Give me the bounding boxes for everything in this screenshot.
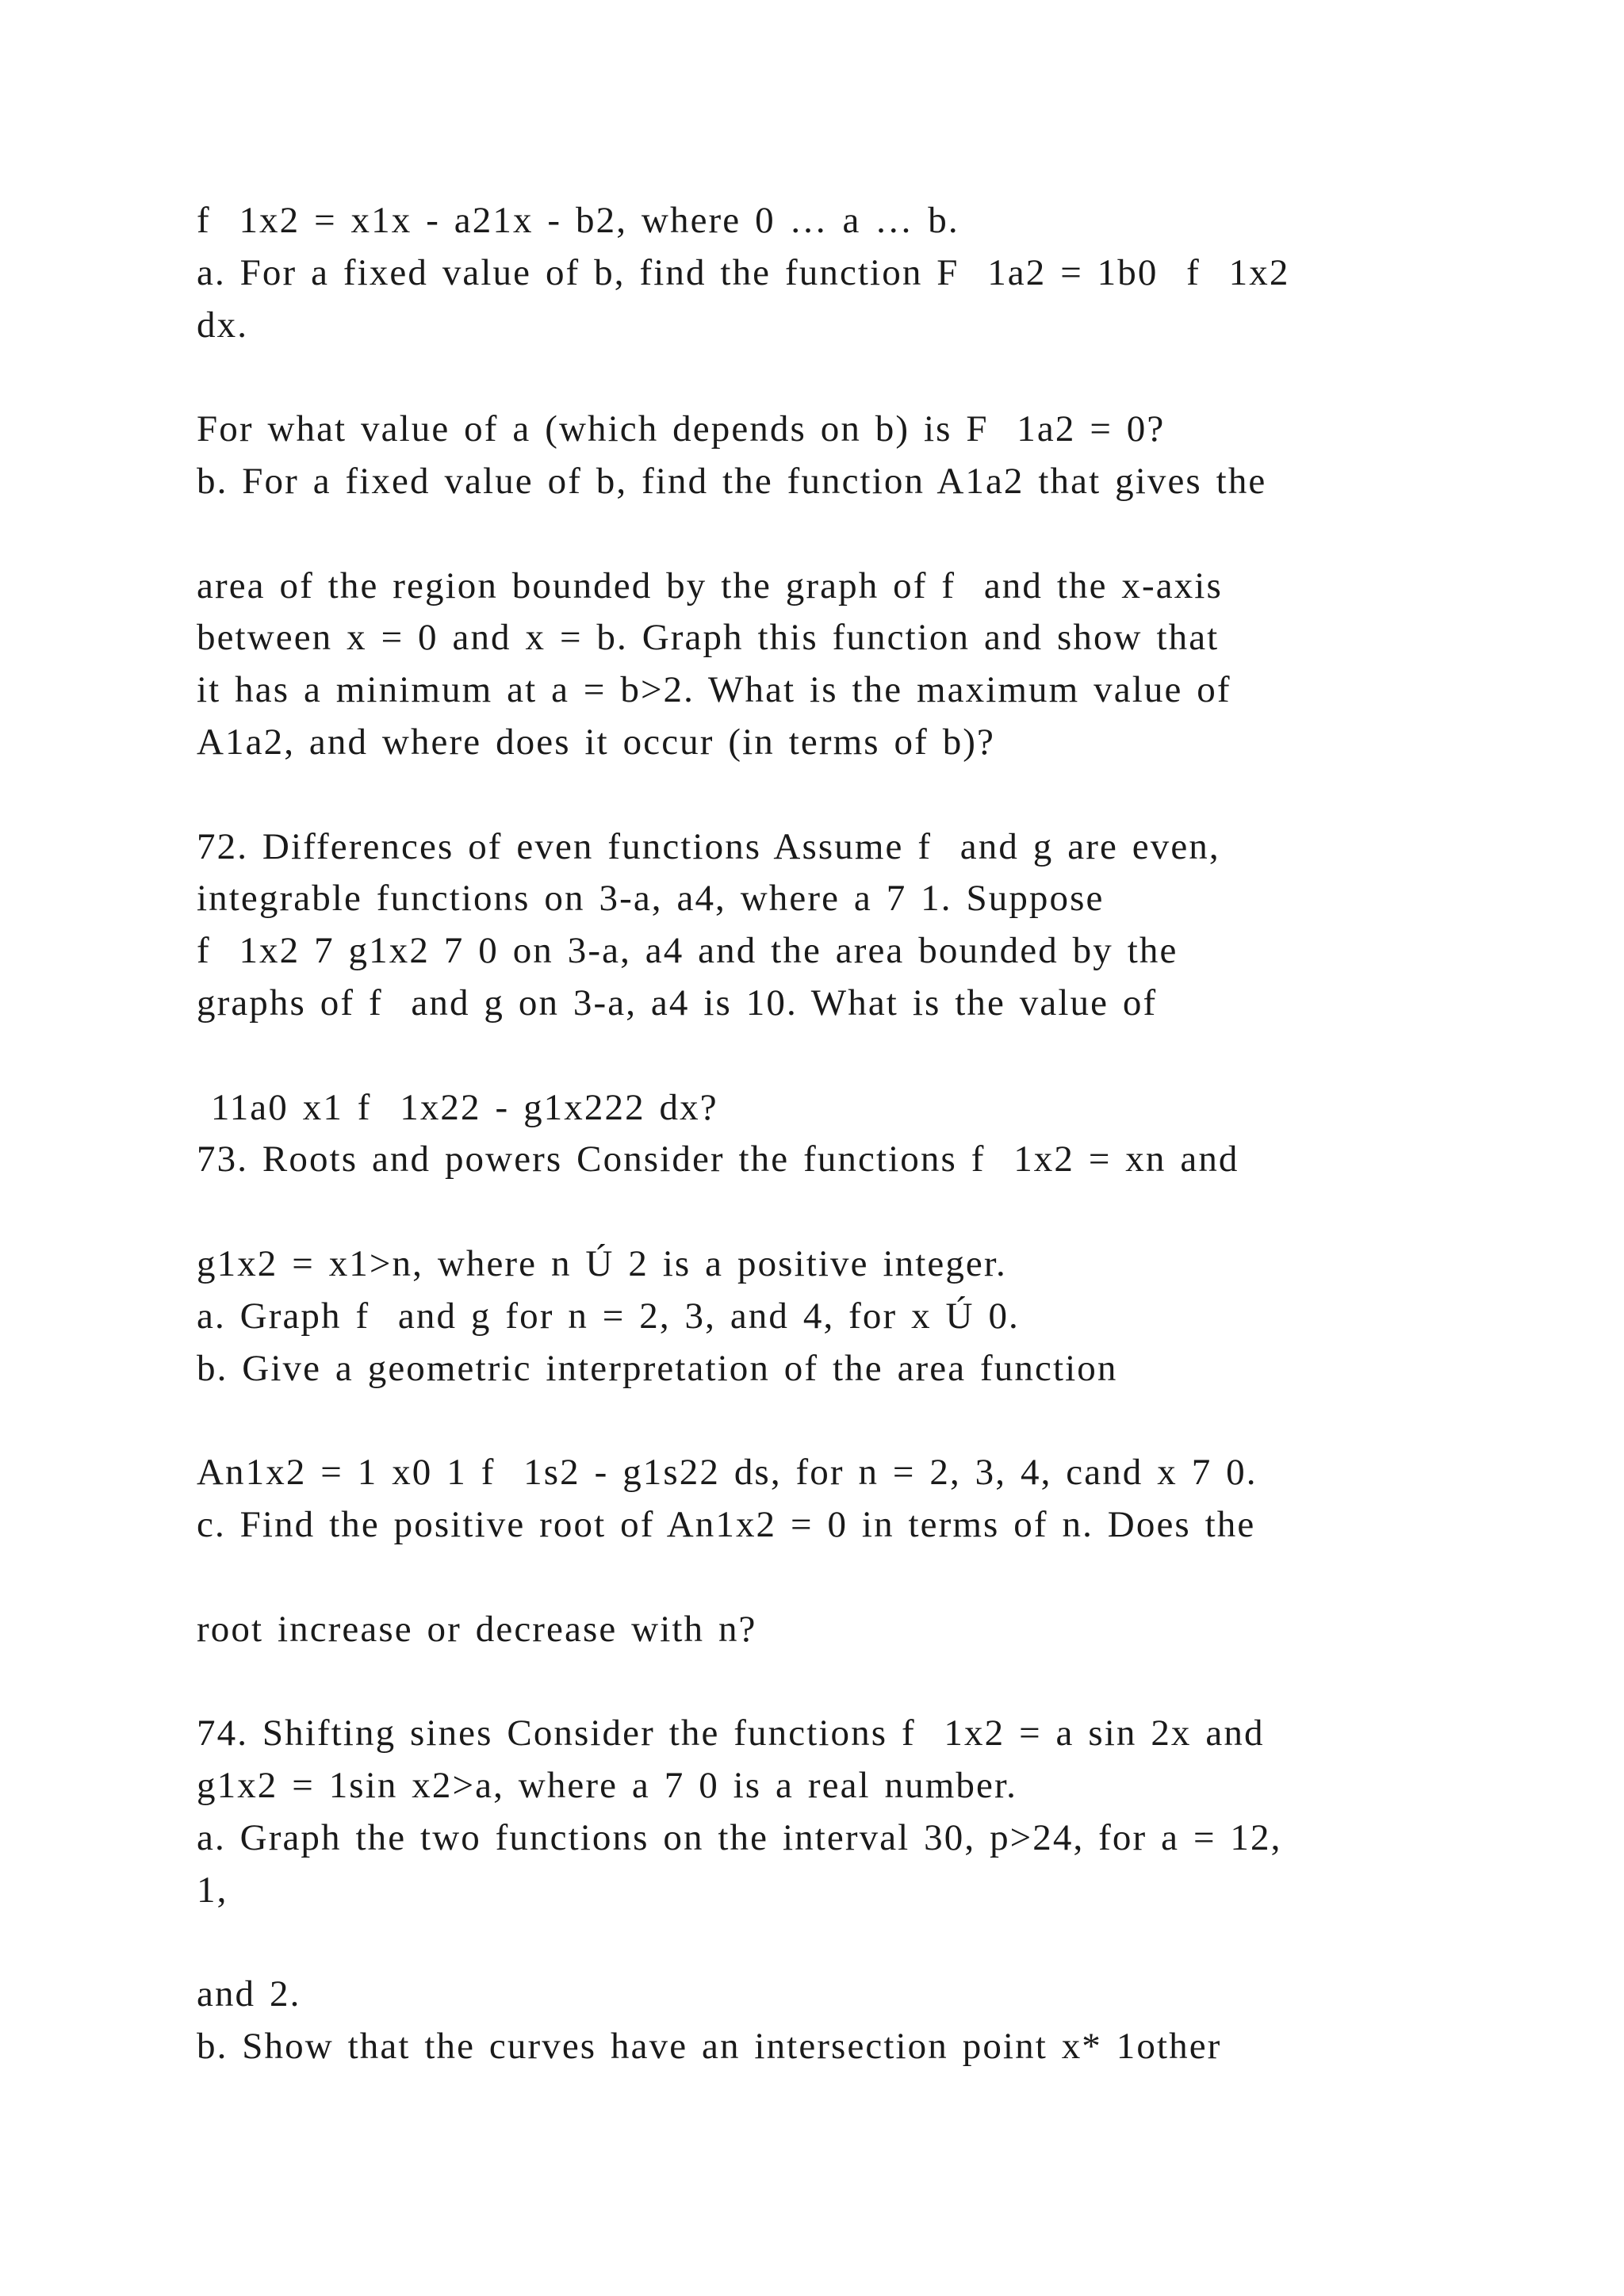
blank-line xyxy=(197,1916,1434,1969)
blank-line xyxy=(197,1552,1434,1604)
blank-line xyxy=(197,1186,1434,1238)
text-line: An1x2 = 1 x0 1 f 1s2 - g1s22 ds, for n = 2, 3, 4, cand x 7 0. xyxy=(197,1452,1258,1494)
text-line: a. Graph f and g for n = 2, 3, and 4, for x Ú 0. xyxy=(197,1295,1020,1337)
blank-line xyxy=(197,351,1434,404)
text-line: c. Find the positive root of An1x2 = 0 in terms of n. Does the xyxy=(197,1503,1256,1545)
text-line: it has a minimum at a = b>2. What is the maximum value of xyxy=(197,669,1231,711)
text-line: b. Give a geometric interpretation of the area function xyxy=(197,1347,1118,1389)
text-line: integrable functions on 3-a, a4, where a 7 1. Suppose xyxy=(197,878,1105,920)
text-line: b. Show that the curves have an intersection point x* 1other xyxy=(197,2025,1222,2067)
text-line: between x = 0 and x = b. Graph this function and show that xyxy=(197,617,1220,659)
text-line: 73. Roots and powers Consider the functions f 1x2 = xn and xyxy=(197,1138,1239,1181)
text-line: For what value of a (which depends on b) is F 1a2 = 0? xyxy=(197,408,1166,450)
text-line: g1x2 = x1>n, where n Ú 2 is a positive integer. xyxy=(197,1242,1007,1284)
document-body xyxy=(197,195,1434,2073)
blank-line xyxy=(197,769,1434,821)
text-line: 1, xyxy=(197,1869,228,1911)
text-line: a. Graph the two functions on the interval 30, p>24, for a = 12, xyxy=(197,1816,1282,1858)
text-line: b. For a fixed value of b, find the function A1a2 that gives the xyxy=(197,460,1267,502)
text-line: a. For a fixed value of b, find the function F 1a2 = 1b0 f 1x2 xyxy=(197,251,1290,293)
text-line: and 2. xyxy=(197,1973,301,2015)
blank-line xyxy=(197,1655,1434,1708)
text-line: A1a2, and where does it occur (in terms of b)? xyxy=(197,721,996,763)
text-line: f 1x2 7 g1x2 7 0 on 3-a, a4 and the area bounded by the xyxy=(197,930,1178,972)
text-line: 72. Differences of even functions Assume f and g are even, xyxy=(197,825,1220,867)
blank-line xyxy=(197,508,1434,561)
blank-line xyxy=(197,1395,1434,1447)
text-line: dx. xyxy=(197,304,249,346)
text-line: root increase or decrease with n? xyxy=(197,1608,757,1650)
text-line: area of the region bounded by the graph of f and the x-axis xyxy=(197,564,1223,607)
text-line: 74. Shifting sines Consider the functions f 1x2 = a sin 2x and xyxy=(197,1712,1265,1755)
text-line: f 1x2 = x1x - a21x - b2, where 0 … a … b. xyxy=(197,200,959,241)
text-line: graphs of f and g on 3-a, a4 is 10. What is the value of xyxy=(197,982,1158,1024)
text-line: 11a0 x1 f 1x22 - g1x222 dx? xyxy=(197,1086,718,1128)
text-line: g1x2 = 1sin x2>a, where a 7 0 is a real number. xyxy=(197,1764,1017,1806)
blank-line xyxy=(197,1030,1434,1082)
